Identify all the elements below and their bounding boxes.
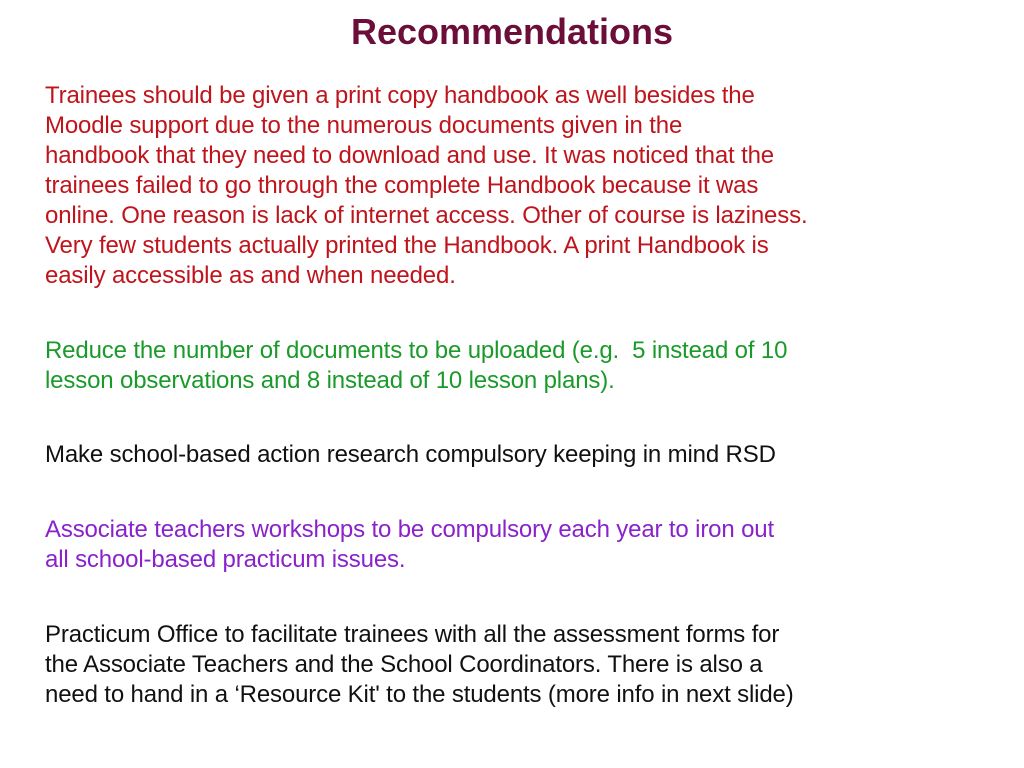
text-line: Reduce the number of documents to be uploaded (e.g. 5 instead of 10 [45, 337, 788, 364]
recommendation-handbook [45, 81, 975, 291]
text-line: Make school-based action research compulsory keeping in mind RSD [45, 441, 776, 468]
text-line: the Associate Teachers and the School Coordinators. There is also a [45, 651, 763, 678]
text-line: Moodle support due to the numerous documents given in the [45, 112, 683, 139]
text-line: Trainees should be given a print copy handbook as well besides the [45, 82, 755, 109]
text-line: all school-based practicum issues. [45, 546, 406, 573]
text-line: easily accessible as and when needed. [45, 262, 456, 289]
text-line: trainees failed to go through the complete Handbook because it was [45, 172, 759, 199]
recommendation-practicum-office [45, 620, 975, 710]
text-line: Very few students actually printed the Handbook. A print Handbook is [45, 232, 769, 259]
recommendation-action-research [45, 440, 975, 470]
text-line: handbook that they need to download and use. It was noticed that the [45, 142, 775, 169]
text-line: online. One reason is lack of internet access. Other of course is laziness. [45, 202, 808, 229]
recommendation-reduce-documents [45, 336, 975, 396]
text-line: lesson observations and 8 instead of 10 lesson plans). [45, 367, 615, 394]
text-line: Associate teachers workshops to be compulsory each year to iron out [45, 516, 774, 543]
slide-title: Recommendations [350, 11, 674, 52]
text-line: need to hand in a ‘Resource Kit' to the students (more info in next slide) [45, 681, 794, 708]
recommendation-workshops [45, 515, 975, 575]
text-line: Practicum Office to facilitate trainees with all the assessment forms for [45, 621, 780, 648]
slide-body [45, 81, 975, 710]
